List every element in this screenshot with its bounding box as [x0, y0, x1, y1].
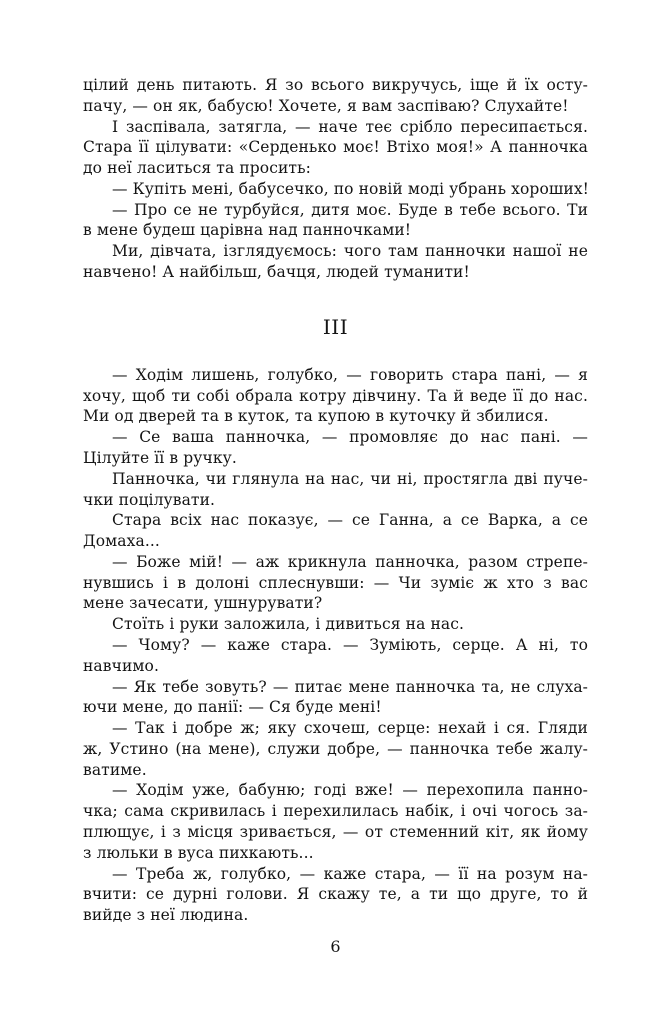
text-line: Стоїть і руки заложила, і дивиться на нас. [112, 615, 465, 634]
text-line: Панночка, чи глянула на нас, чи ні, простягла дві пуче- [112, 469, 588, 488]
text-line: — Як тебе зовуть? — питає мене панночка та, не слуха- [112, 677, 588, 696]
text-line: — Ходім лишень, голубко, — говорить стара пані, — я [112, 365, 588, 384]
text-line: цілий день питають. Я зо всього викручусь, іще й їх осту- [83, 76, 588, 94]
text-line: Цілуйте її в ручку. [83, 448, 237, 467]
text-line: нувшись і в долоні сплеснувши: — Чи зуміє ж хто з вас [83, 573, 588, 592]
text-line: в мене будеш царівна над панночками! [83, 221, 412, 240]
text-line: вчити: се дурні голови. Я скажу те, а ти що друге, то й [83, 885, 588, 904]
text-line: ватиме. [83, 760, 147, 779]
text-line: до неї ласиться та просить: [83, 159, 311, 178]
text-line: ючи мене, до панії: — Ся буде мені! [83, 698, 382, 717]
section-heading: III [322, 314, 349, 339]
text-line: пачу, — он як, бабусю! Хочете, я вам заспіваю? Слухайте! [83, 96, 569, 115]
text-line: Стара її цілувати: «Серденько моє! Втіхо моя!» А панночка [83, 138, 588, 157]
text-line: з люльки в вуса пихкають... [83, 843, 314, 862]
text-line: — Се ваша панночка, — промовляє до нас пані. — [112, 428, 588, 447]
text-line: навчено! А найбільш, бачця, людей туманити! [83, 263, 470, 282]
text-line: — Купіть мені, бабусечко, по новій моді убрань хороших! [112, 179, 590, 198]
text-line: — Про се не турбуйся, дитя моє. Буде в тебе всього. Ти [112, 200, 588, 219]
text-line: Ми, дівчата, ізглядуємось: чого там панночки нашої не [112, 242, 588, 261]
text-line: чки поцілувати. [83, 490, 216, 509]
text-line: навчимо. [83, 656, 159, 675]
text-line: мене зачесати, ушнурувати? [83, 594, 323, 613]
page-number: 6 [330, 937, 341, 956]
text-line: — Треба ж, голубко, — каже стара, — її на розум на- [112, 864, 588, 883]
text-line: хочу, щоб ти собі обрала котру дівчину. Та й веде її до нас. [83, 386, 588, 405]
text-line: — Чому? — каже стара. — Зуміють, серце. А ні, то [112, 635, 588, 654]
text-line: чка; сама скривилась і перехилилась набік, і очі чогось за- [83, 802, 588, 821]
text-line: — Так і добре ж; яку схочеш, серце: нехай і ся. Гляди [112, 719, 588, 738]
text-line: — Боже мій! — аж крикнула панночка, разом стрепе- [112, 552, 588, 571]
text-line: плющує, і з місця зривається, — от стеменний кіт, як йому [83, 823, 588, 841]
text-line: вийде з неї людина. [83, 906, 249, 925]
text-line: — Ходім уже, бабуню; годі вже! — перехопила панно- [112, 781, 588, 800]
text-line: ж, Устино (на мене), служи добре, — панночка тебе жалу- [83, 739, 588, 758]
text-line: Стара всіх нас показує, — се Ганна, а се Варка, а се [112, 511, 588, 530]
text-line: Ми од дверей та в куток, та купою в куточку й збилися. [83, 407, 549, 426]
text-line: І заспівала, затягла, — наче теє срібло пересипається. [112, 117, 588, 136]
text-block [83, 75, 588, 926]
text-line: Домаха... [83, 532, 160, 551]
